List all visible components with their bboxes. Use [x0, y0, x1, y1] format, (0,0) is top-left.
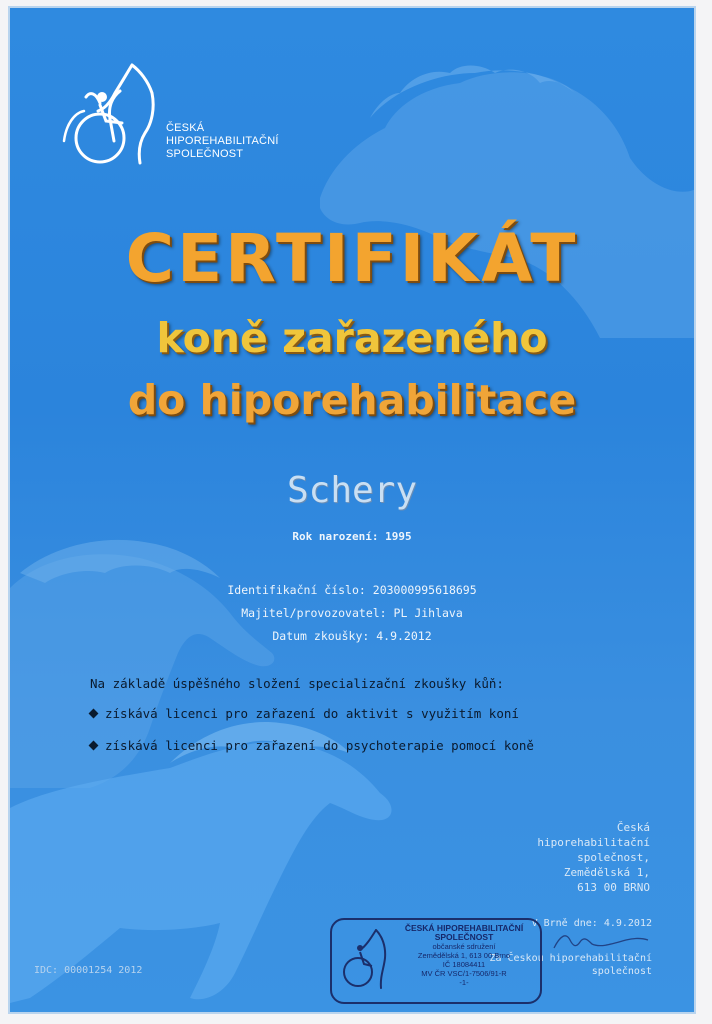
licence-text: získává licenci pro zařazení do aktivit s využitím koní — [105, 706, 519, 721]
licence-text: získává licenci pro zařazení do psychoterapie pomocí koně — [105, 738, 534, 753]
birth-year-row — [10, 530, 694, 543]
stamp-logo-icon — [338, 926, 394, 992]
stamp-line: ČESKÁ HIPOREHABILITAČNÍ — [404, 923, 524, 933]
exam-statement: Na základě úspěšného složení specializační zkoušky kůň: — [90, 676, 504, 691]
organization-name-line: HIPOREHABILITAČNÍ — [166, 135, 279, 147]
owner-label: Majitel/provozovatel: — [241, 606, 387, 620]
exam-date-label: Datum zkoušky: — [272, 629, 370, 643]
exam-date-row — [10, 629, 694, 643]
official-stamp — [330, 918, 542, 1004]
address-line: hiporehabilitační — [537, 836, 650, 849]
stamp-line: IČ 18084411 — [442, 960, 486, 969]
for-organization-line: společnost — [591, 966, 652, 977]
for-organization-line: Za Českou hiporehabilitační — [489, 953, 652, 964]
certificate-subtitle-line-2: do hiporehabilitace — [127, 376, 577, 424]
certificate-title: CERTIFIKÁT — [125, 220, 579, 297]
stamp-line: občanské sdružení — [432, 942, 496, 951]
id-number-row — [10, 583, 694, 597]
id-number-value: 203000995618695 — [372, 583, 477, 597]
organization-name — [166, 122, 279, 161]
stamp-text — [394, 924, 534, 987]
address-line: Česká — [616, 821, 650, 834]
organization-name-line: SPOLEČNOST — [166, 148, 244, 160]
organization-name-line: ČESKÁ — [166, 122, 205, 134]
bullet-diamond-icon — [89, 741, 99, 751]
stamp-line: SPOLEČNOST — [434, 932, 494, 942]
birth-year-label: Rok narození: — [292, 530, 379, 543]
address-line: společnost, — [577, 851, 650, 864]
organization-logo-icon — [60, 63, 175, 173]
address-line: Zemědělská 1, — [563, 866, 650, 879]
horse-name: Schery — [286, 470, 418, 511]
address-line: 613 00 BRNO — [577, 881, 650, 894]
certificate-sheet — [8, 6, 696, 1014]
organization-address — [537, 820, 650, 895]
bullet-diamond-icon — [89, 709, 99, 719]
exam-date-value: 4.9.2012 — [376, 629, 432, 643]
licence-item — [90, 706, 519, 721]
id-number-label: Identifikační číslo: — [227, 583, 366, 597]
certificate-subtitle-line-1: koně zařazeného — [156, 314, 548, 362]
stamp-line: MV ČR VSC/1-7506/91-R — [421, 969, 507, 978]
stamp-line: -1- — [459, 978, 469, 987]
birth-year-value: 1995 — [385, 530, 412, 543]
place-and-date: V Brně dne: 4.9.2012 — [531, 918, 652, 929]
owner-row — [10, 606, 694, 620]
owner-value: PL Jihlava — [393, 606, 463, 620]
licence-item — [90, 738, 534, 753]
idc-number: IDC: 00001254 2012 — [34, 965, 143, 976]
stamp-line: Zemědělská 1, 613 00 Brno — [417, 951, 511, 960]
